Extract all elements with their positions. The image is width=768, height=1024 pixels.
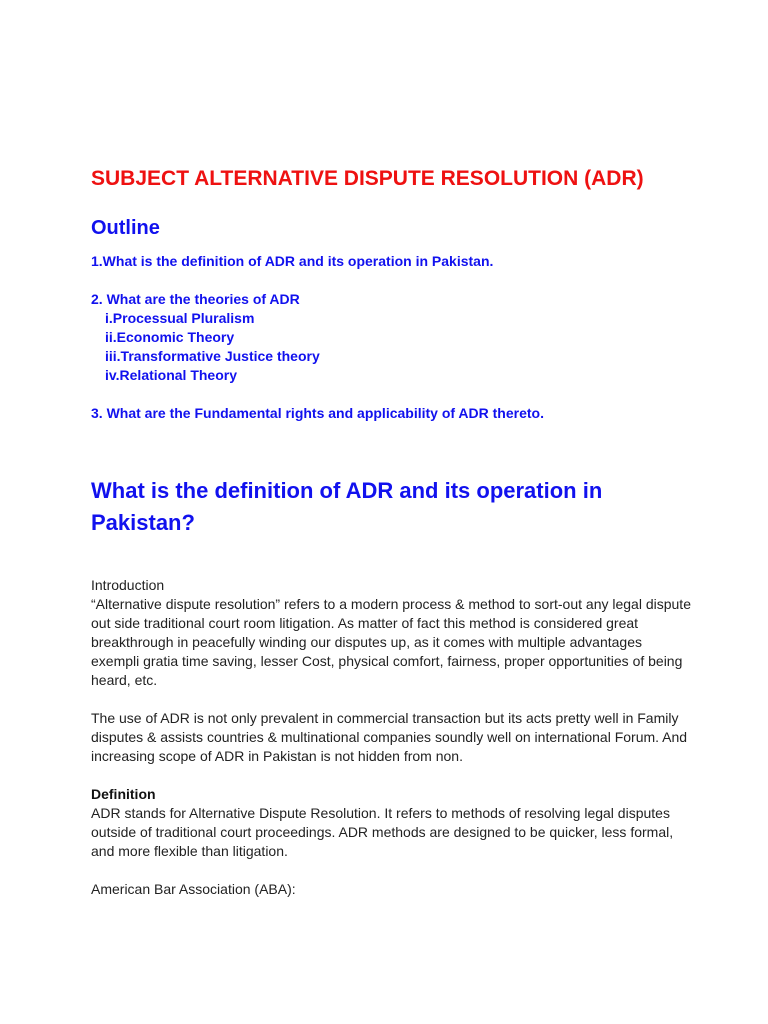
- outline-theory-4: iv.Relational Theory: [105, 367, 237, 383]
- outline-spacer: [91, 271, 544, 290]
- introduction-paragraph: [91, 576, 691, 690]
- aba-label: American Bar Association (ABA):: [91, 881, 296, 897]
- introduction-label: Introduction: [91, 577, 165, 593]
- section-heading: What is the definition of ADR and its operation in Pakistan?: [91, 478, 603, 535]
- outline-list: [91, 252, 544, 423]
- definition-paragraph: [91, 785, 691, 861]
- definition-text: ADR stands for Alternative Dispute Resolution. It refers to methods of resolving legal disputes outside of traditional court proceedings. ADR methods are designed to be quicker, less formal, and more flexible than litigation.: [91, 805, 674, 859]
- introduction-text: “Alternative dispute resolution” refers to a modern process & method to sort-out any legal dispute out side traditional court room litigation. As matter of fact this method is considered great breakthrough in peacefully winding our disputes up, as it comes with multiple advantages exempli gratia time saving, lesser Cost, physical comfort, fairness, proper opportunities of being heard, etc.: [91, 596, 691, 688]
- outline-theory-1: i.Processual Pluralism: [105, 310, 255, 326]
- outline-item-2: 2. What are the theories of ADR: [91, 291, 300, 307]
- outline-heading: Outline: [91, 217, 160, 239]
- outline-item-3: 3. What are the Fundamental rights and applicability of ADR thereto.: [91, 405, 544, 421]
- adr-usage-paragraph: The use of ADR is not only prevalent in commercial transaction but its acts pretty well in Family disputes & assists countries & multinational companies soundly well on international Forum. And increasing scope of ADR in Pakistan is not hidden from non.: [91, 710, 688, 764]
- subject-title: SUBJECT ALTERNATIVE DISPUTE RESOLUTION (ADR): [91, 167, 644, 190]
- outline-spacer: [91, 385, 544, 404]
- definition-label: Definition: [91, 786, 156, 802]
- outline-theory-2: ii.Economic Theory: [105, 329, 235, 345]
- outline-theory-3: iii.Transformative Justice theory: [105, 348, 320, 364]
- body-text: [91, 576, 691, 918]
- outline-item-1: 1.What is the definition of ADR and its operation in Pakistan.: [91, 253, 494, 269]
